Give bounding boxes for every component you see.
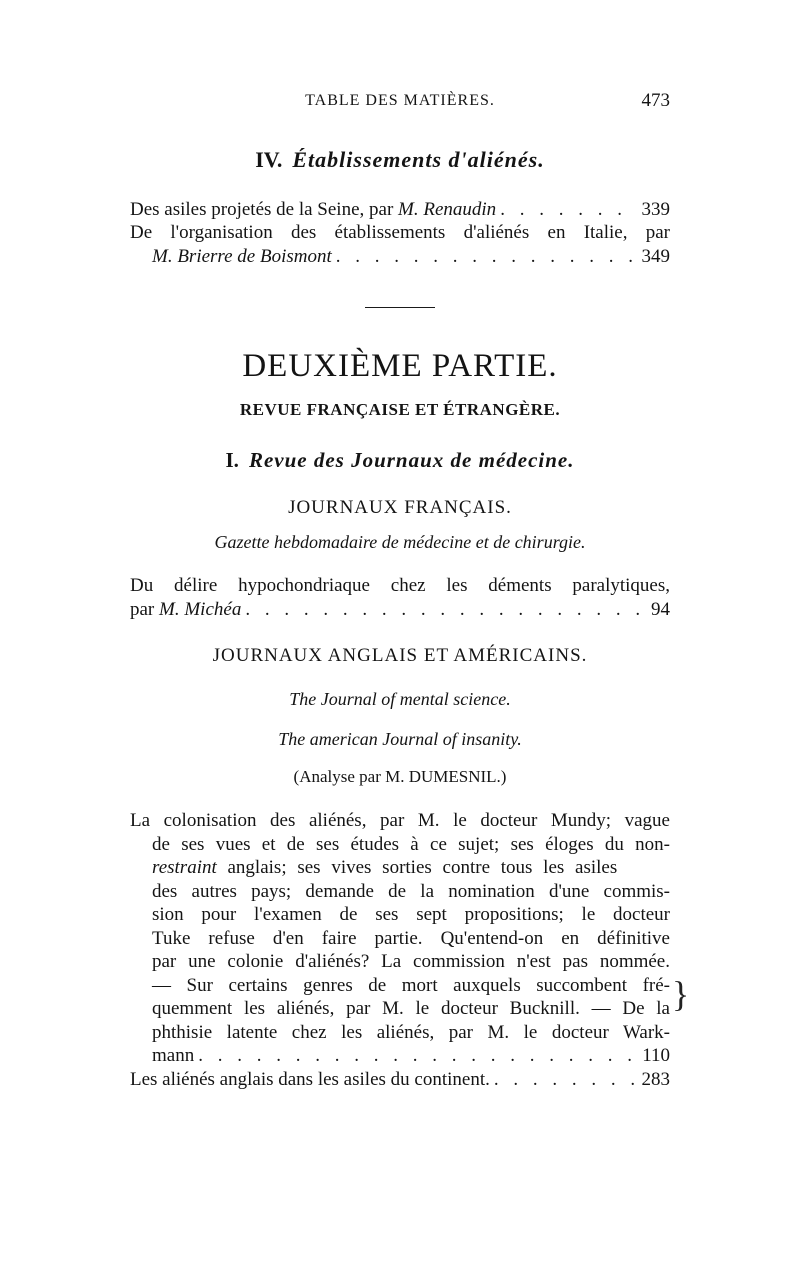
running-title: TABLE DES MATIÈRES. <box>305 92 495 109</box>
leader-dots <box>494 1068 638 1092</box>
entry-line: des autres pays; demande de la nomination d'une commis- <box>152 880 670 902</box>
section-heading-i <box>0 448 800 473</box>
entry-text: anglais; ses vives sorties contre tous les asiles <box>216 857 618 878</box>
entry-line: phthisie latente chez les aliénés, par M. le docteur Wark- <box>152 1021 670 1043</box>
entry-author: M. Brierre de Boismont <box>152 245 332 267</box>
section-numeral: IV. <box>255 147 283 172</box>
section-title: Établissements d'aliénés. <box>292 147 545 172</box>
entry-author: M. Renaudin <box>398 199 497 220</box>
toc-entry-organisation-italie <box>130 221 670 268</box>
journaux-anglais-heading: JOURNAUX ANGLAIS ET AMÉRICAINS. <box>212 645 588 666</box>
brace-mark: } <box>672 974 690 1014</box>
entry-text: Du délire hypochondriaque chez les déments paralytiques, <box>130 575 670 596</box>
journal-title-mental-science: The Journal of mental science. <box>289 689 511 709</box>
entry-page: 349 <box>641 245 670 267</box>
section-title: Revue des Journaux de médecine. <box>248 448 575 472</box>
running-head <box>130 92 670 118</box>
entry-line <box>130 856 670 880</box>
entry-page: 339 <box>641 199 670 220</box>
page-number: 473 <box>641 90 670 111</box>
entry-page: 283 <box>641 1069 670 1090</box>
entry-line: Tuke refuse d'en faire partie. Qu'entend-on en définitive <box>152 927 670 949</box>
leader-dots <box>500 198 637 222</box>
toc-entry-colonisation <box>130 809 670 1068</box>
section-heading-iv <box>0 147 800 173</box>
entry-page: 110 <box>642 1045 670 1066</box>
entry-italic-term: restraint <box>152 857 217 878</box>
entry-line-last <box>130 1044 670 1068</box>
section-divider <box>365 307 435 308</box>
leader-dots <box>336 245 638 269</box>
toc-entry-asiles-seine <box>130 198 670 222</box>
entry-text: mann <box>152 1045 195 1066</box>
entry-line: de ses vues et de ses études à ce sujet; ses éloges du non- <box>152 833 670 855</box>
entry-text: Les aliénés anglais dans les asiles du continent. <box>130 1069 490 1090</box>
entry-line: sion pour l'examen de ses sept propositions; le docteur <box>152 904 670 925</box>
entry-line: La colonisation des aliénés, par M. le docteur Mundy; vague <box>130 810 670 831</box>
journal-title-american-insanity: The american Journal of insanity. <box>278 729 522 749</box>
part-subtitle: REVUE FRANÇAISE ET ÉTRANGÈRE. <box>239 400 561 419</box>
entry-text: De l'organisation des établissements d'aliénés en Italie, par <box>130 222 670 243</box>
journaux-francais-heading: JOURNAUX FRANÇAIS. <box>288 497 512 518</box>
part-title: DEUXIÈME PARTIE. <box>242 348 558 384</box>
leader-dots <box>245 598 647 622</box>
toc-entry-delire-hypochondriaque <box>130 574 670 621</box>
entry-text: Des asiles projetés de la Seine, par <box>130 199 399 220</box>
entry-page: 94 <box>651 598 670 620</box>
leader-dots <box>198 1044 638 1068</box>
analyse-note: (Analyse par M. DUMESNIL.) <box>293 767 507 786</box>
entry-author: M. Michéa <box>159 598 242 620</box>
entry-line: quemment les aliénés, par M. le docteur Bucknill. — De la <box>152 998 670 1019</box>
toc-entry-alienes-anglais <box>130 1068 670 1092</box>
section-numeral: I. <box>225 448 239 472</box>
entry-text-prefix: par <box>130 598 160 620</box>
journal-title-gazette: Gazette hebdomadaire de médecine et de chirurgie. <box>214 532 586 552</box>
entry-line: — Sur certains genres de mort auxquels succombent fré- <box>152 974 670 996</box>
entry-line: par une colonie d'aliénés? La commission n'est pas nommée. <box>152 951 670 972</box>
